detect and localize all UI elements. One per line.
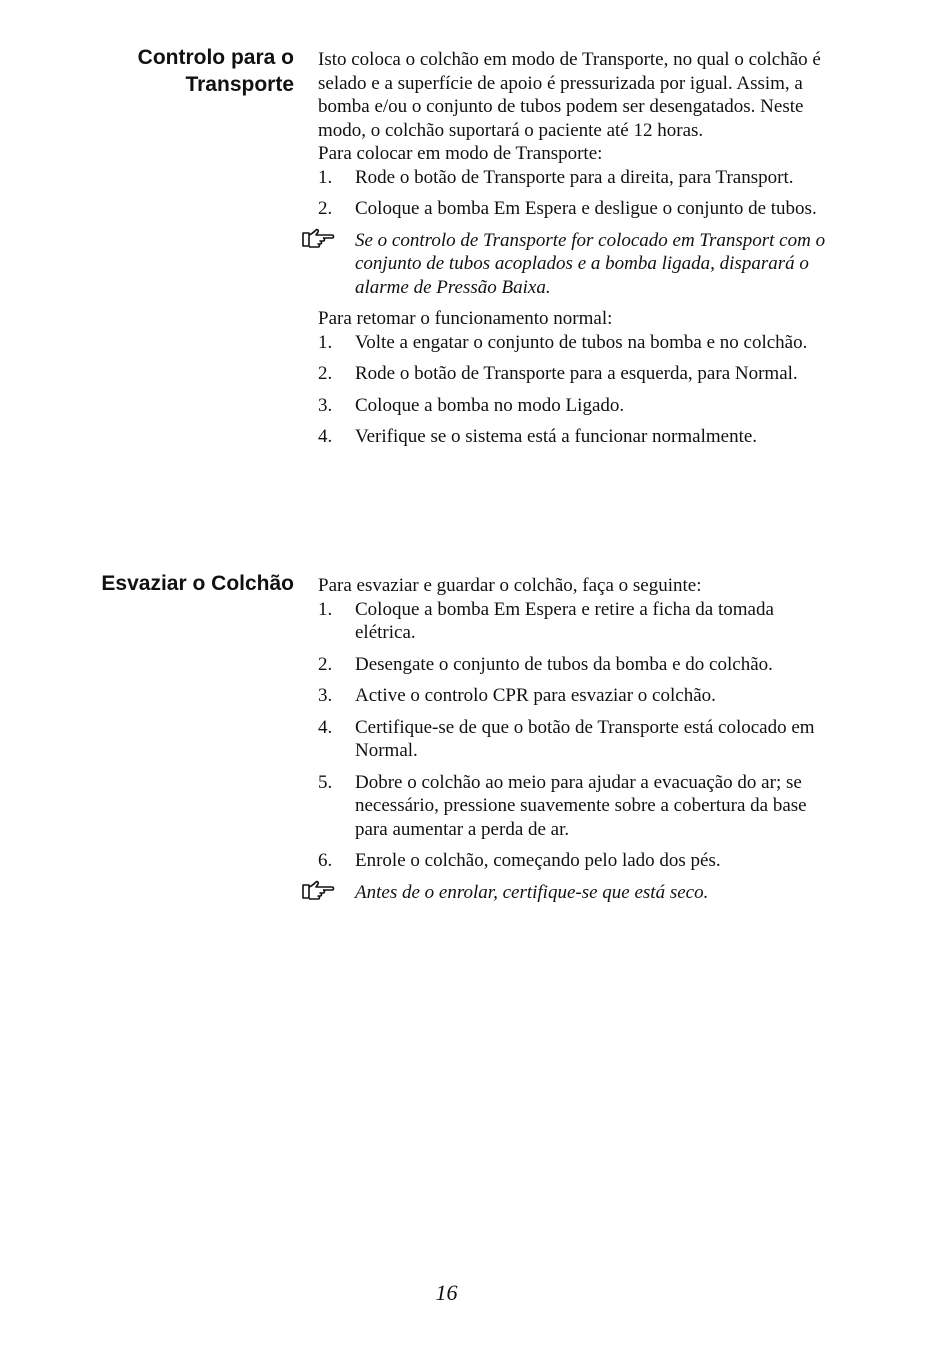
list-item <box>318 684 838 708</box>
step-text: Rode o botão de Transporte para a esquerda, para Normal. <box>355 363 798 384</box>
step-number: 1. <box>318 331 333 353</box>
list-item <box>318 166 838 190</box>
step-number: 3. <box>318 685 333 706</box>
list-item <box>318 425 838 449</box>
list-item <box>318 362 838 386</box>
step-text: Dobre o colchão ao meio para ajudar a evacuação do ar; se necessário, pressione suavemente sobre a cobertura da base para aumentar a perda de ar. <box>355 771 807 840</box>
deflate-body <box>318 574 838 912</box>
step-text: Active o controlo CPR para esvaziar o colchão. <box>355 685 716 706</box>
list-item <box>318 849 838 873</box>
step-text: Coloque a bomba Em Espera e retire a ficha da tomada elétrica. <box>355 598 774 643</box>
deflate-note <box>318 881 838 905</box>
step-number: 4. <box>318 426 333 447</box>
step-text: Volte a engatar o conjunto de tubos na bomba e no colchão. <box>355 331 808 353</box>
step-text: Certifique-se de que o botão de Transporte está colocado em Normal. <box>355 716 815 761</box>
transport-intro: Isto coloca o colchão em modo de Transporte, no qual o colchão é selado e a superfície de apoio é pressurizada por igual. Assim, a bomba e/ou o conjunto de tubos podem ser desengatados. Neste modo, o colchão suportará o paciente até 12 horas. <box>318 49 821 141</box>
pointing-hand-icon <box>301 227 337 251</box>
list-item <box>318 598 838 645</box>
list-item <box>318 771 838 842</box>
step-number: 2. <box>318 198 333 219</box>
transport-steps-intro: Para colocar em modo de Transporte: <box>318 143 603 164</box>
resume-steps-list <box>318 331 838 449</box>
step-number: 4. <box>318 716 333 738</box>
resume-intro: Para retomar o funcionamento normal: <box>318 308 613 329</box>
deflate-intro: Para esvaziar e guardar o colchão, faça o seguinte: <box>318 575 702 596</box>
step-number: 1. <box>318 598 333 620</box>
step-number: 6. <box>318 850 333 871</box>
list-item <box>318 331 838 355</box>
step-text: Coloque a bomba Em Espera e desligue o conjunto de tubos. <box>355 198 817 219</box>
list-item <box>318 716 838 763</box>
list-item <box>318 394 838 418</box>
pointing-hand-icon <box>301 879 337 903</box>
note-text: Se o controlo de Transporte for colocado em Transport com o conjunto de tubos acoplados e a bomba ligada, disparará o alarme de Pressão Baixa. <box>355 229 826 298</box>
list-item <box>318 653 838 677</box>
transport-note <box>318 229 838 300</box>
step-text: Verifique se o sistema está a funcionar normalmente. <box>355 426 758 447</box>
step-number: 5. <box>318 771 333 793</box>
deflate-steps-list <box>318 598 838 873</box>
list-item <box>318 197 838 221</box>
deflate-heading: Esvaziar o Colchão <box>101 572 294 595</box>
step-number: 2. <box>318 653 333 675</box>
page-number: 16 <box>435 1280 458 1305</box>
step-number: 1. <box>318 166 333 188</box>
step-number: 3. <box>318 394 333 416</box>
note-text: Antes de o enrolar, certifique-se que está seco. <box>355 881 709 903</box>
transport-body <box>318 48 838 457</box>
step-text: Desengate o conjunto de tubos da bomba e do colchão. <box>355 653 773 675</box>
step-text: Coloque a bomba no modo Ligado. <box>355 394 625 416</box>
step-text: Enrole o colchão, começando pelo lado dos pés. <box>355 850 721 871</box>
step-text: Rode o botão de Transporte para a direita, para Transport. <box>355 166 794 188</box>
transport-heading: Controlo para o Transporte <box>137 46 294 96</box>
transport-steps-list <box>318 166 838 221</box>
step-number: 2. <box>318 363 333 384</box>
